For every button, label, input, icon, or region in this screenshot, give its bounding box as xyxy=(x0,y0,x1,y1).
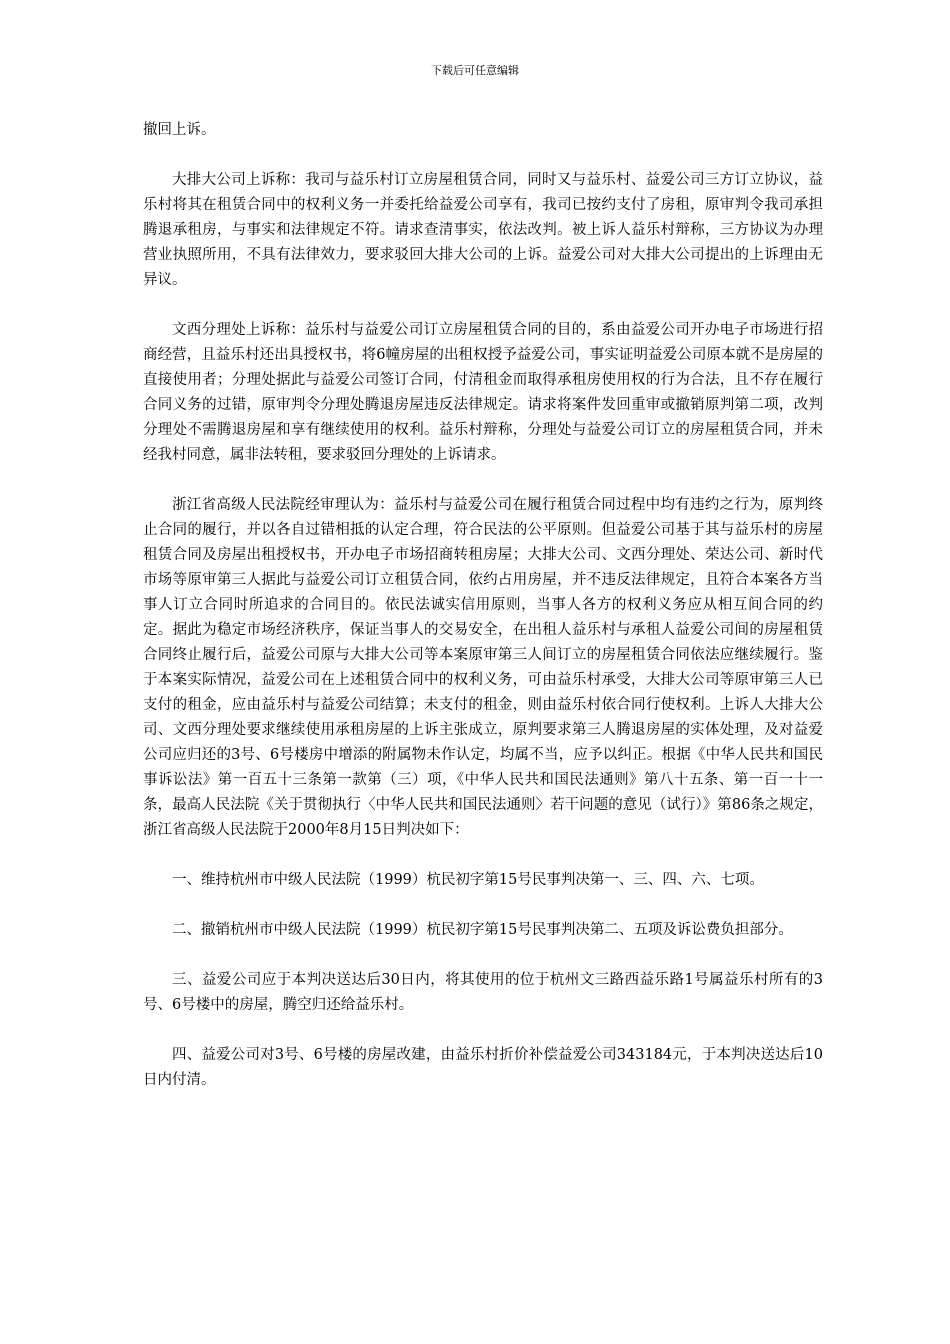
paragraph: 撤回上诉。 xyxy=(143,122,216,138)
paragraph: 大排大公司上诉称：我司与益乐村订立房屋租赁合同，同时又与益乐村、益爱公司三方订立协议，益乐村将其在租赁合同中的权利义务一并委托给益爱公司享有，我司已按约支付了房租，原审判令我司承担腾退承租房，与事实和法律规定不符。请求查清事实，依法改判。被上诉人益乐村辩称，三方协议为办理营业执照所用，不具有法律效力，要求驳回大排大公司的上诉。益爱公司对大排大公司提出的上诉理由无异议。 xyxy=(143,172,823,288)
page-header-note: 下载后可任意编辑 xyxy=(431,64,519,77)
document-body xyxy=(143,118,823,1118)
paragraph: 浙江省高级人民法院经审理认为：益乐村与益爱公司在履行租赁合同过程中均有违约之行为，原判终止合同的履行，并以各自过错相抵的认定合理，符合民法的公平原则。但益爱公司基于其与益乐村的房屋租赁合同及房屋出租授权书，开办电子市场招商转租房屋；大排大公司、文西分理处、荣达公司、新时代市场等原审第三人据此与益爱公司订立租赁合同，依约占用房屋，并不违反法律规定，且符合本案各方当事人订立合同时所追求的合同目的。依民法诚实信用原则，当事人各方的权利义务应从相互间合同的约定。据此为稳定市场经济秩序，保证当事人的交易安全，在出租人益乐村与承租人益爱公司间的房屋租赁合同终止履行后，益爱公司原与大排大公司等本案原审第三人间订立的房屋租赁合同依法应继续履行。鉴于本案实际情况，益爱公司在上述租赁合同中的权利义务，可由益乐村承受，大排大公司等原审第三人已支付的租金，应由益乐村与益爱公司结算；未支付的租金，则由益乐村依合同行使权利。上诉人大排大公司、文西分理处要求继续使用承租房屋的上诉主张成立，原判要求第三人腾退房屋的实体处理，及对益爱公司应归还的3号、6号楼房中增添的附属物未作认定，均属不当，应予以纠正。根据《中华人民共和国民事诉讼法》第一百五十三条第一款第（三）项，《中华人民共和国民法通则》第八十五条、第一百一十一条，最高人民法院《关于贯彻执行〈中华人民共和国民法通则〉若干问题的意见（试行）》第86条之规定，浙江省高级人民法院于2000年8月15日判决如下： xyxy=(143,497,823,838)
judgment-item: 三、益爱公司应于本判决送达后30日内，将其使用的位于杭州文三路西益乐路1号属益乐村所有的3号、6号楼中的房屋，腾空归还给益乐村。 xyxy=(143,972,823,1013)
judgment-item: 一、维持杭州市中级人民法院（1999）杭民初字第15号民事判决第一、三、四、六、七项。 xyxy=(172,872,764,888)
paragraph: 文西分理处上诉称：益乐村与益爱公司订立房屋租赁合同的目的，系由益爱公司开办电子市场进行招商经营，且益乐村还出具授权书，将6幢房屋的出租权授予益爱公司，事实证明益爱公司原本就不是房屋的直接使用者；分理处据此与益爱公司签订合同，付清租金而取得承租房使用权的行为合法，且不存在履行合同义务的过错，原审判令分理处腾退房屋违反法律规定。请求将案件发回重审或撤销原判第二项，改判分理处不需腾退房屋和享有继续使用的权利。益乐村辩称，分理处与益爱公司订立的房屋租赁合同，并未经我村同意，属非法转租，要求驳回分理处的上诉请求。 xyxy=(143,322,823,463)
judgment-item: 二、撤销杭州市中级人民法院（1999）杭民初字第15号民事判决第二、五项及诉讼费负担部分。 xyxy=(172,922,793,938)
judgment-item: 四、益爱公司对3号、6号楼的房屋改建，由益乐村折价补偿益爱公司343184元，于本判决送达后10日内付清。 xyxy=(143,1047,823,1088)
